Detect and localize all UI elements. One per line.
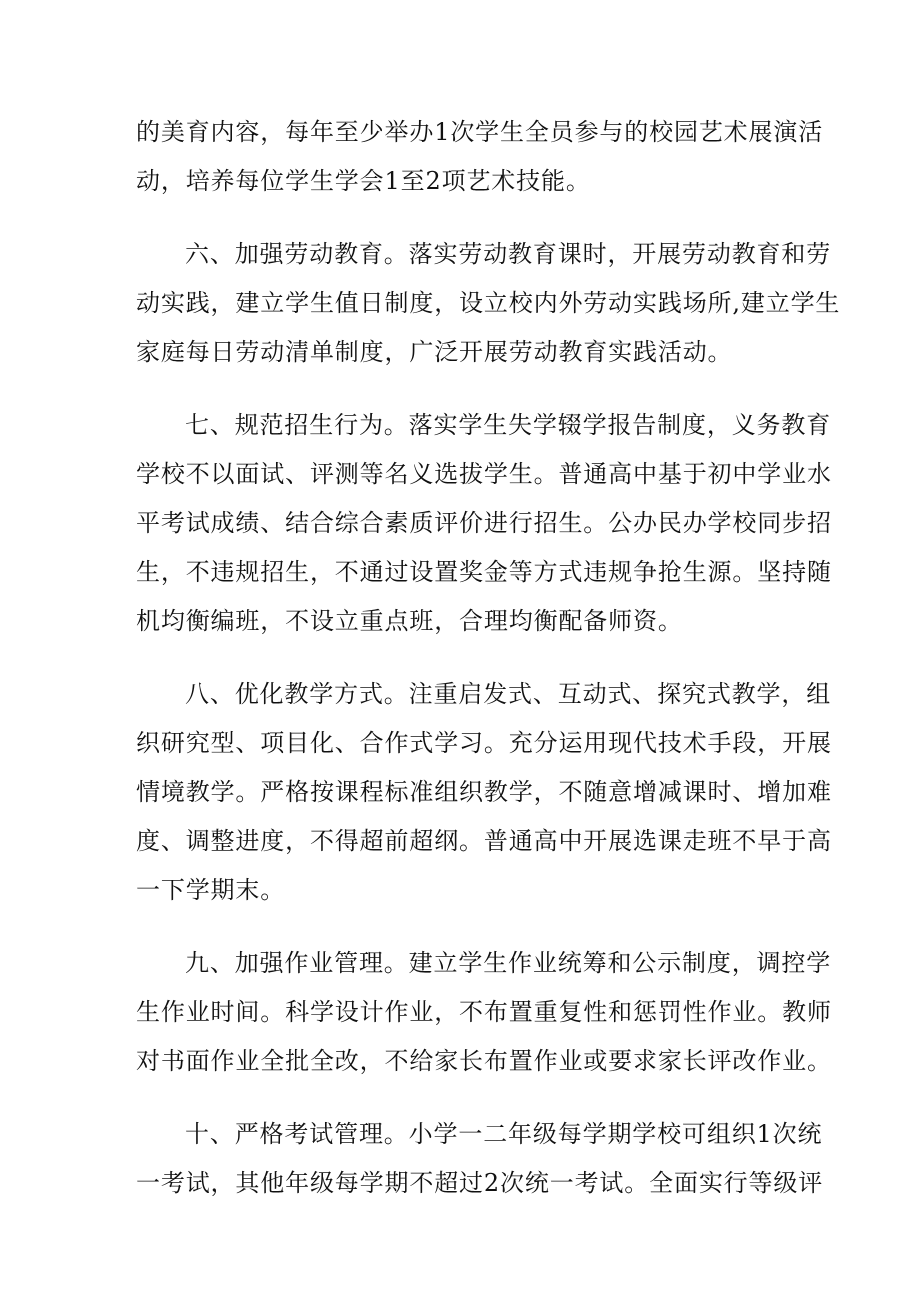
paragraph-first-line: 七、规范招生行为。落实学生失学辍学报告制度，义务教育 bbox=[185, 411, 832, 439]
paragraph-first-line: 十、严格考试管理。小学一二年级每学期学校可组织1次统 bbox=[185, 1120, 823, 1148]
paragraph-line: 生作业时间。科学设计作业，不布置重复性和惩罚性作业。教师 bbox=[136, 998, 832, 1026]
paragraph-line: 机均衡编班，不设立重点班，合理均衡配备师资。 bbox=[136, 607, 683, 635]
paragraph-line: 学校不以面试、评测等名义选拔学生。普通高中基于初中学业水 bbox=[136, 460, 832, 488]
paragraph-line: 的美育内容，每年至少举办1次学生全员参与的校园艺术展演活 bbox=[136, 118, 824, 146]
paragraph-line: 织研究型、项目化、合作式学习。充分运用现代技术手段，开展 bbox=[136, 729, 832, 757]
paragraph-line: 度、调整进度，不得超前超纲。普通高中开展选课走班不早于高 bbox=[136, 827, 832, 855]
paragraph-line: 对书面作业全批全改，不给家长布置作业或要求家长评改作业。 bbox=[136, 1047, 832, 1075]
paragraph-line: 动实践，建立学生值日制度，设立校内外劳动实践场所,建立学生 bbox=[136, 289, 841, 317]
paragraph-first-line: 六、加强劳动教育。落实劳动教育课时，开展劳动教育和劳 bbox=[185, 240, 832, 268]
paragraph-first-line: 九、加强作业管理。建立学生作业统筹和公示制度，调控学 bbox=[185, 949, 832, 977]
paragraph-line: 动，培养每位学生学会1至2项艺术技能。 bbox=[136, 167, 591, 195]
paragraph-line: 平考试成绩、结合综合素质评价进行招生。公办民办学校同步招 bbox=[136, 509, 832, 537]
paragraph-line: 家庭每日劳动清单制度，广泛开展劳动教育实践活动。 bbox=[136, 338, 733, 366]
paragraph-first-line: 八、优化教学方式。注重启发式、互动式、探究式教学，组 bbox=[185, 680, 832, 708]
paragraph-line: 一下学期末。 bbox=[136, 876, 286, 904]
paragraph-line: 生，不违规招生，不通过设置奖金等方式违规争抢生源。坚持随 bbox=[136, 558, 832, 586]
paragraph-line: 一考试，其他年级每学期不超过2次统一考试。全面实行等级评 bbox=[136, 1169, 824, 1197]
paragraph-line: 情境教学。严格按课程标准组织教学，不随意增减课时、增加难 bbox=[136, 778, 832, 806]
